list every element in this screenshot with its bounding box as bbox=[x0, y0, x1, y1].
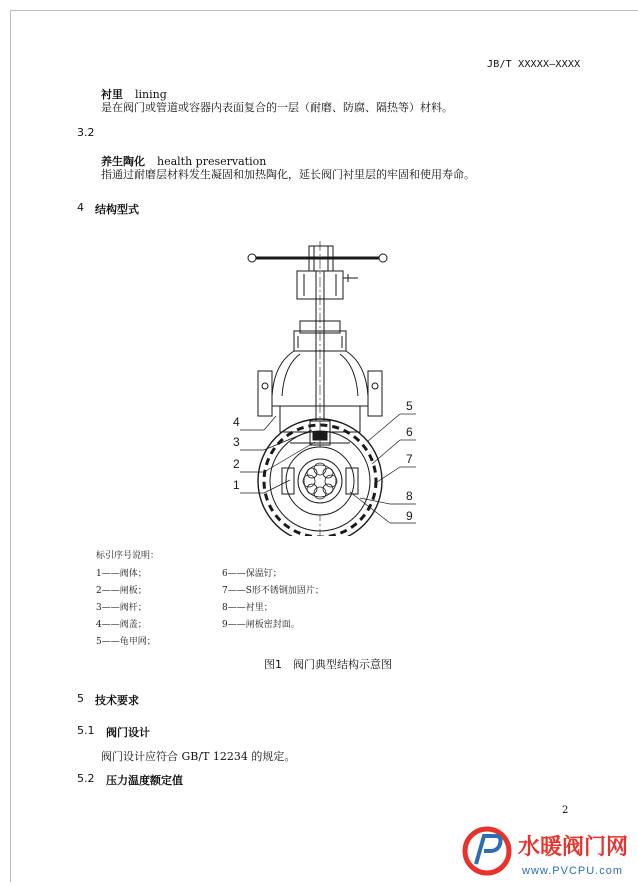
handwheel-icon bbox=[248, 246, 387, 271]
legend-item-6: 6——保温钉； bbox=[222, 569, 282, 579]
legend-item-4: 4——阀盖； bbox=[96, 620, 147, 630]
section-5-1-number: 5.1 bbox=[77, 724, 95, 737]
page-number: 2 bbox=[562, 805, 569, 816]
section-5-2-number: 5.2 bbox=[77, 772, 95, 785]
term-3-1-cn: 衬里 bbox=[101, 88, 123, 101]
term-3-1-en: lining bbox=[135, 88, 167, 101]
watermark-url: www.PVCPU.com bbox=[522, 865, 624, 877]
callout-9: 9 bbox=[406, 509, 413, 523]
section-5-number: 5 bbox=[77, 692, 84, 705]
document-code: JB/T XXXXX—XXXX bbox=[487, 59, 581, 70]
section-5-title: 技术要求 bbox=[95, 694, 139, 707]
callout-8: 8 bbox=[406, 489, 413, 503]
watermark-logo-icon bbox=[460, 820, 638, 882]
legend-item-3: 3——阀杆； bbox=[96, 603, 147, 613]
legend-item-1: 1——阀体； bbox=[96, 569, 147, 579]
section-4-title: 结构型式 bbox=[95, 203, 139, 216]
figure-caption: 图1 阀门典型结构示意图 bbox=[264, 658, 392, 671]
legend-item-5: 5——龟甲网； bbox=[96, 637, 156, 647]
legend-title: 标引序号说明： bbox=[96, 551, 160, 561]
valve-structure-diagram bbox=[220, 236, 430, 536]
section-5-2-title: 压力温度额定值 bbox=[106, 774, 183, 787]
watermark bbox=[460, 820, 638, 882]
callout-1: 1 bbox=[233, 478, 240, 492]
legend-item-7: 7——S形不锈钢加固片； bbox=[222, 586, 324, 596]
callout-4: 4 bbox=[233, 415, 240, 429]
callout-2: 2 bbox=[233, 457, 240, 471]
section-5-1-text: 阀门设计应符合 GB/T 12234 的规定。 bbox=[101, 750, 296, 763]
callout-5: 5 bbox=[406, 399, 413, 413]
watermark-brand: 水暖阀门网 bbox=[518, 835, 629, 860]
term-3-2-number: 3.2 bbox=[77, 126, 95, 139]
section-4-number: 4 bbox=[77, 201, 84, 214]
section-5-1-title: 阀门设计 bbox=[106, 726, 150, 739]
legend-item-2: 2——闸板； bbox=[96, 586, 147, 596]
callout-3: 3 bbox=[233, 435, 240, 449]
term-3-2-en: health preservation bbox=[157, 155, 267, 168]
callout-6: 6 bbox=[406, 425, 413, 439]
term-3-1-definition: 是在阀门或管道或容器内表面复合的一层（耐磨、防腐、隔热等）材料。 bbox=[101, 101, 453, 114]
legend-item-9: 9——闸板密封面。 bbox=[222, 620, 300, 630]
callout-7: 7 bbox=[406, 452, 413, 466]
term-3-2-cn: 养生陶化 bbox=[101, 155, 145, 168]
legend-item-8: 8——衬里； bbox=[222, 603, 273, 613]
term-3-2-definition: 指通过耐磨层材料发生凝固和加热陶化，延长阀门衬里层的牢固和使用寿命。 bbox=[101, 168, 475, 181]
